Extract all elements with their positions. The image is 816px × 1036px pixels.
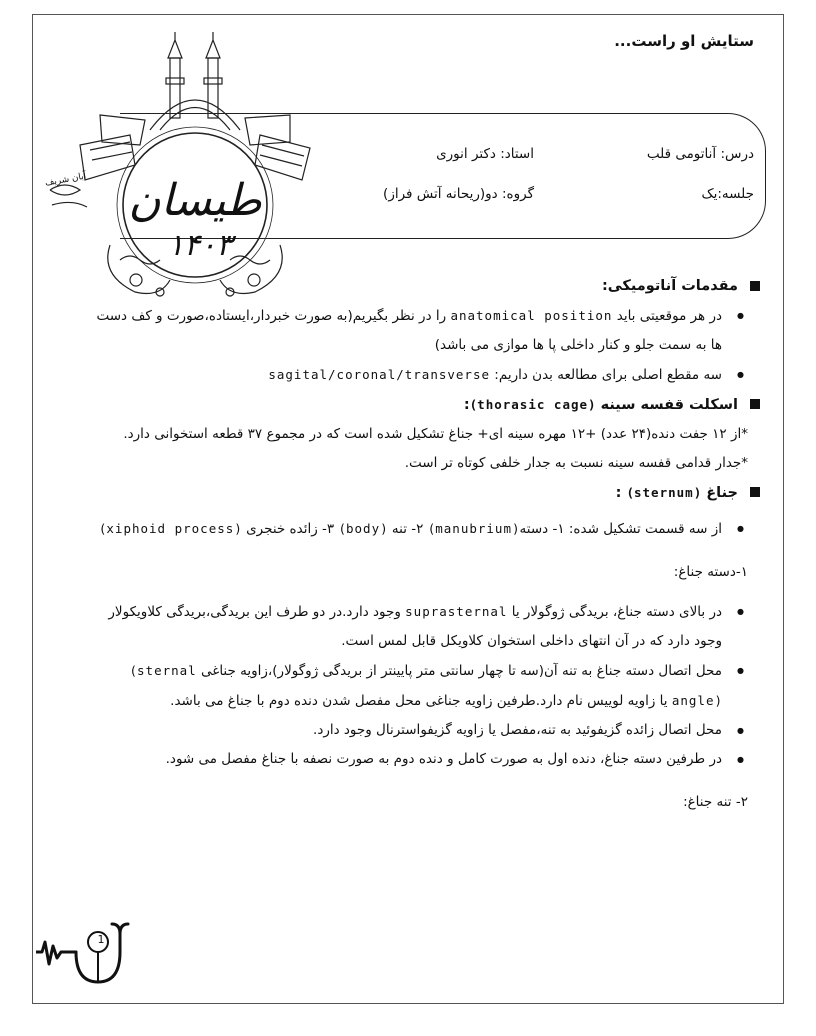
list-item (96, 360, 762, 390)
logo-year: ۱۴۰۳ (167, 228, 233, 263)
list-item (96, 301, 762, 360)
document-body (96, 272, 762, 817)
heading-text: جناغ (701, 485, 738, 501)
text-run: محل اتصال دسته جناغ به تنه آن(سه تا چهار سانتی متر پایینتر از بریدگی ژوگولار)،زاویه جناغی (196, 663, 722, 679)
heading-text: : (615, 485, 627, 501)
stethoscope-icon (36, 912, 136, 1002)
logo-seal (40, 30, 330, 300)
heading-text: اسکلت قفسه سینه (595, 397, 738, 413)
text-run: وجود دارد.در دو طرف این بریدگی،بریدگی کلاویکولار وجود دارد که در آن انتهای داخلی استخوان کلاویکل قابل لمس است. (108, 604, 722, 649)
text-run: در هر موقعیتی باید (612, 308, 722, 324)
heading-text: : (463, 397, 470, 413)
list-item: ● در طرفین دسته جناغ، دنده اول به صورت کامل و دنده دوم به صورت نصفه با جناغ مفصل می شود. (96, 745, 762, 774)
teacher-label: استاد: دکتر انوری (436, 146, 534, 162)
term-xiphoid-process: (xiphoid process) (98, 521, 242, 536)
term-suprasternal: suprasternal (405, 604, 508, 619)
text-run: در بالای دسته جناغ، بریدگی ژوگولار یا (507, 604, 722, 620)
text-run: را در نظر بگیریم(به صورت خبردار،ایستاده،صورت و کف دست ها به سمت جلو و کنار داخلی پا ها موازی می باشد) (96, 308, 722, 353)
term-anatomical-position: anatomical position (450, 308, 613, 323)
list-item (96, 514, 762, 544)
subsection-heading-manubrium: ۱-دسته جناغ: (673, 564, 748, 580)
logo-subtext: آبان شریف (44, 171, 87, 189)
section-heading-thoracic-cage (96, 390, 762, 420)
page-number: 1 (97, 933, 105, 946)
square-bullet-icon (750, 487, 760, 497)
section-heading-anatomy-intro (96, 272, 762, 301)
term-planes: sagital/coronal/transverse (268, 367, 491, 382)
course-label: درس: آناتومی قلب (646, 146, 754, 162)
section-heading-sternum (96, 478, 762, 508)
list-item: ● محل اتصال زائده گزیفوئید به تنه،مفصل یا زاویه گزیفواسترنال وجود دارد. (96, 716, 762, 745)
paragraph: *از ۱۲ جفت دنده(۲۴ عدد) +۱۲ مهره سینه ای+ جناغ تشکیل شده است که در مجموع ۳۷ قطعه استخوانی دارد. (123, 426, 748, 442)
page-title: ستایش او راست... (614, 32, 754, 50)
session-label: جلسه:یک (701, 186, 754, 202)
subsection-heading-sternum-body: ۲- تنه جناغ: (683, 794, 748, 810)
list-item (96, 656, 762, 716)
square-bullet-icon (750, 399, 760, 409)
term-thorasic-cage: (thorasic cage) (469, 397, 596, 412)
text-run: ۲- تنه (387, 521, 428, 537)
text-run: یا زاویه لوییس نام دارد.طرفین زاویه جناغی محل مفصل شدن دنده دوم با جناغ می باشد. (170, 693, 672, 709)
logo-text: طیسان (128, 175, 262, 226)
group-label: گروه: دو(ریحانه آتش فراز) (383, 186, 534, 202)
text-run: سه مقطع اصلی برای مطالعه بدن داریم: (490, 367, 722, 383)
term-manubrium: (manubrium) (427, 521, 520, 536)
square-bullet-icon (750, 281, 760, 291)
term-sternal-angle: (sternal angle) (129, 663, 722, 708)
text-run: ۳- زائده خنجری (241, 521, 339, 537)
term-sternum: (sternum) (626, 485, 702, 500)
paragraph: *جدار قدامی قفسه سینه نسبت به جدار خلفی کوتاه تر است. (404, 455, 748, 471)
text-run: از سه قسمت تشکیل شده: ۱- دسته (519, 521, 722, 537)
term-body: (body) (338, 521, 388, 536)
list-item (96, 597, 762, 656)
heading-text: مقدمات آناتومیکی: (601, 278, 738, 294)
